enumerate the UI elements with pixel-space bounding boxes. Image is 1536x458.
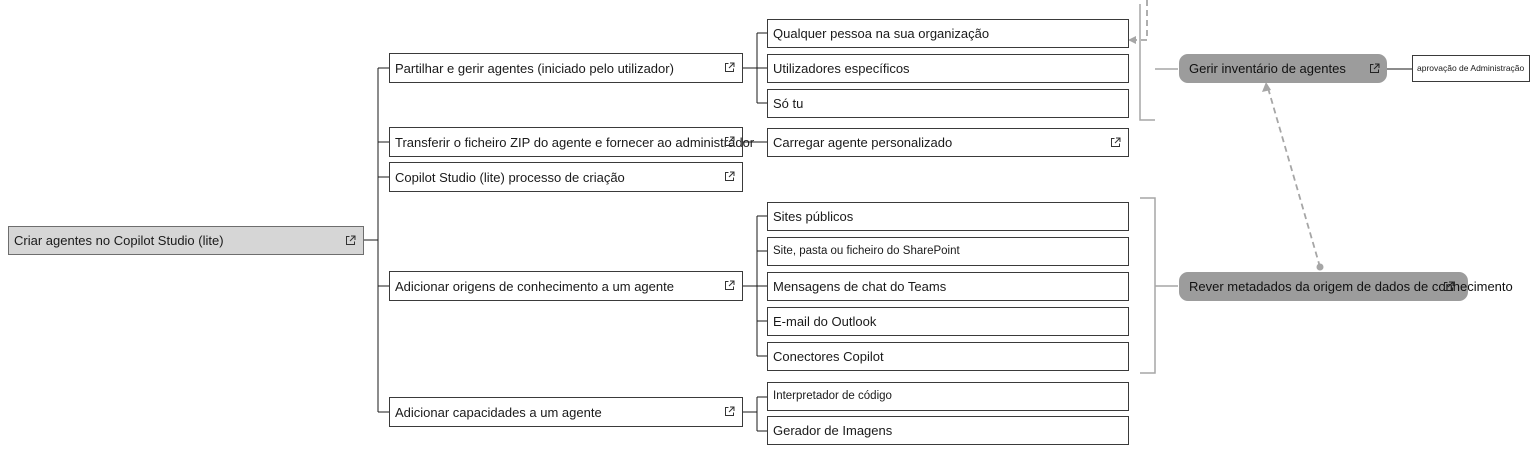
knowledge-teams-chat-node[interactable] [767, 272, 1129, 301]
upload-custom-agent-node[interactable] [767, 128, 1129, 157]
creation-process-label: Copilot Studio (lite) processo de criação [395, 169, 625, 185]
add-capabilities-label: Adicionar capacidades a um agente [395, 404, 602, 420]
external-link-icon[interactable] [724, 280, 735, 291]
knowledge-outlook-email-node[interactable] [767, 307, 1129, 336]
admin-approval-label: aprovação de Administração [1417, 63, 1525, 74]
share-specific-users-label: Utilizadores específicos [773, 61, 910, 76]
transfer-zip-label: Transferir o ficheiro ZIP do agente e fornecer ao administrador [395, 134, 755, 150]
capability-image-generator-label: Gerador de Imagens [773, 423, 893, 438]
share-anyone-label: Qualquer pessoa na sua organização [773, 26, 990, 41]
share-manage-agents-node[interactable] [389, 53, 743, 83]
share-manage-agents-label: Partilhar e gerir agentes (iniciado pelo utilizador) [395, 60, 674, 76]
knowledge-sharepoint-label: Site, pasta ou ficheiro do SharePoint [773, 244, 960, 257]
knowledge-outlook-email-label: E-mail do Outlook [773, 314, 877, 329]
root-label: Criar agentes no Copilot Studio (lite) [14, 233, 224, 248]
creation-process-node[interactable] [389, 162, 743, 192]
knowledge-sharepoint-node[interactable] [767, 237, 1129, 266]
review-metadata-node[interactable] [1179, 272, 1513, 301]
external-link-icon[interactable] [724, 406, 735, 417]
external-link-icon[interactable] [345, 235, 356, 246]
knowledge-public-sites-node[interactable] [767, 202, 1129, 231]
add-knowledge-node[interactable] [389, 271, 743, 301]
external-link-icon[interactable] [1443, 281, 1454, 292]
knowledge-copilot-connectors-label: Conectores Copilot [773, 349, 884, 364]
knowledge-copilot-connectors-node[interactable] [767, 342, 1129, 371]
external-link-icon[interactable] [724, 62, 735, 73]
upload-custom-agent-label: Carregar agente personalizado [773, 135, 953, 150]
external-link-icon[interactable] [724, 171, 735, 182]
root-node[interactable] [8, 226, 364, 255]
capability-code-interpreter-node[interactable] [767, 382, 1129, 411]
share-anyone-node[interactable] [767, 19, 1129, 48]
external-link-icon[interactable] [1369, 63, 1380, 74]
manage-inventory-label: Gerir inventário de agentes [1189, 61, 1346, 76]
transfer-zip-node[interactable] [389, 127, 755, 157]
share-specific-users-node[interactable] [767, 54, 1129, 83]
knowledge-public-sites-label: Sites públicos [773, 209, 854, 224]
external-link-icon[interactable] [724, 136, 735, 147]
share-only-you-node[interactable] [767, 89, 1129, 118]
capability-code-interpreter-label: Interpretador de código [773, 389, 892, 402]
share-only-you-label: Só tu [773, 96, 804, 111]
add-capabilities-node[interactable] [389, 397, 743, 427]
manage-inventory-node[interactable] [1179, 54, 1387, 83]
knowledge-teams-chat-label: Mensagens de chat do Teams [773, 279, 947, 294]
review-metadata-label: Rever metadados da origem de dados de conhecimento [1189, 279, 1513, 294]
add-knowledge-label: Adicionar origens de conhecimento a um agente [395, 278, 674, 294]
admin-approval-node[interactable] [1412, 55, 1530, 82]
external-link-icon[interactable] [1110, 137, 1121, 148]
capability-image-generator-node[interactable] [767, 416, 1129, 445]
